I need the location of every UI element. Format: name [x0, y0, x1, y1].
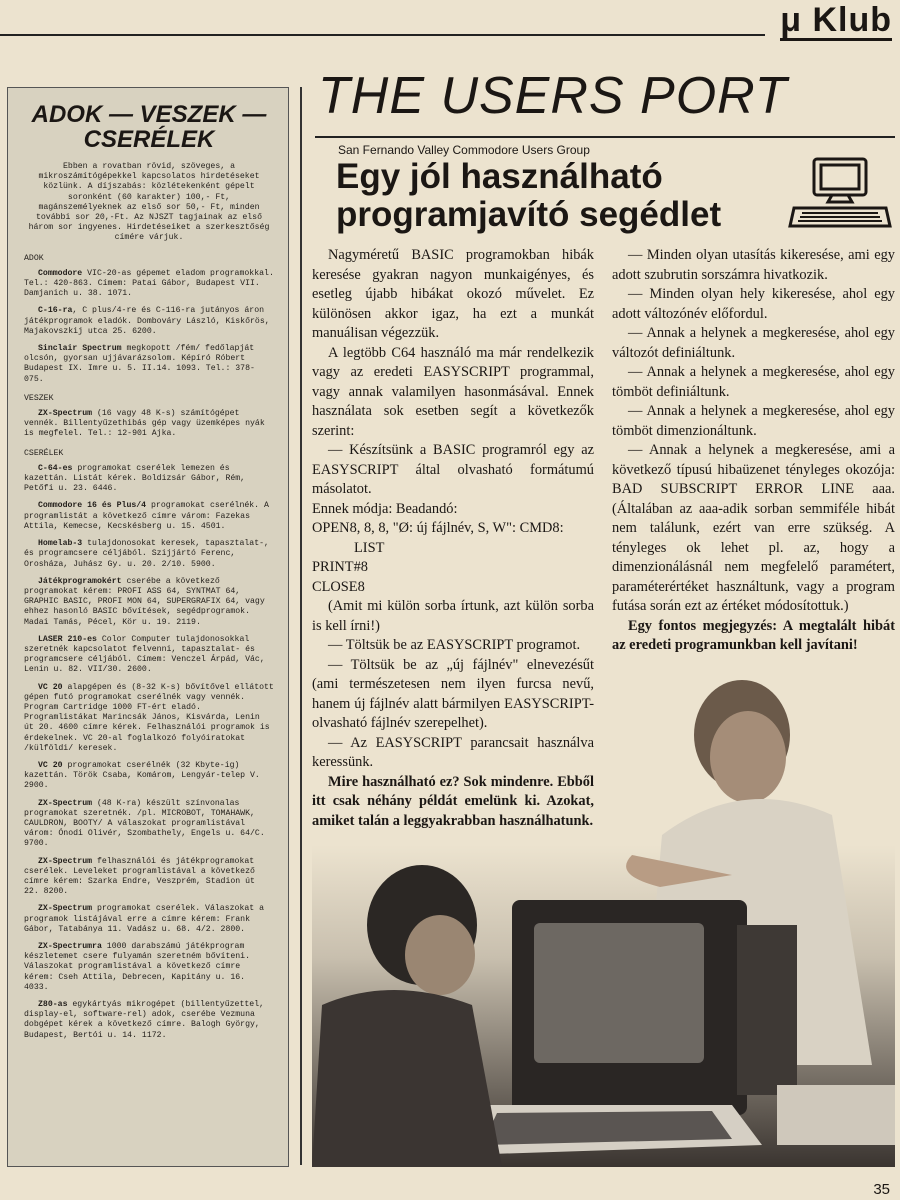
article-paragraph: — Annak a helynek a megkeresése, ami a következő típusú hibaüzenet tényleges okozója: BAD SUBSCRIPT ERROR LINE aaa. (Általában az aaa-adik sorban semmiféle hibát nem találunk, ezért van erre szükség. A tényleges ok lehet pl. az, hogy a dimenzionálásnál nem megfelelő paramétert, paraméterértéket használtunk, vagy a program futása során ezt az értéket módosítottuk.): [612, 442, 895, 614]
classified-ads-box: [7, 87, 289, 1167]
magazine-logo: μ Klub: [780, 1, 892, 39]
classified-ad: [24, 577, 274, 628]
article-paragraph: — Annak a helynek a megkeresése, ahol egy tömböt dimenzionáltunk.: [612, 403, 895, 439]
article-column-2: [612, 246, 895, 656]
ads-section-heading: ADOK: [24, 253, 44, 263]
classified-ad: [24, 464, 274, 495]
article-paragraph: — Töltsük be az „új fájlnév" elnevezésűt (ami természetesen nem ilyen furcsa nevű, hanem új fájlnév alatt bármilyen EASYSCRIPT-olvasható fájlnév szerepelhet).: [312, 656, 594, 731]
ad-text: (16 vagy 48 K-s) számítógépet vennék. Billentyűzethibás gép vagy üzemképes nyák is megfelel. Tel.: 12-901 Ajka.: [24, 409, 265, 439]
article-paragraph: OPEN8, 8, 8, "Ø: új fájlnév, S, W": CMD8: LIST: [312, 520, 564, 556]
article-paragraph: Nagyméretű BASIC programokban hibák keresése gyakran nagyon munkaigényes, és esetleg újabb hibákat okozó művelet. Ez különösen akkor igaz, ha ezt a munkát manuálisan végezzük.: [312, 247, 594, 341]
ad-lead: LASER 210-es: [38, 634, 97, 644]
photo-users-at-computer: [312, 665, 895, 1167]
article-paragraph: Egy fontos megjegyzés: A megtalált hibát az eredeti programunkban kell javítani!: [612, 617, 895, 653]
article-paragraph: (Amit mi külön sorba írtunk, azt külön sorba is kell írni!): [312, 598, 594, 634]
section-title: THE USERS PORT: [318, 67, 788, 125]
ad-lead: C-64-es: [38, 463, 73, 473]
article-paragraph: — Minden olyan hely kikeresése, ahol egy adott változónév előfordul.: [612, 286, 895, 322]
ads-section-heading: VESZEK: [24, 393, 54, 403]
ad-lead: Commodore 16 és Plus/4: [38, 501, 147, 511]
ad-lead: ZX-Spectrum: [38, 856, 93, 866]
article-headline: Egy jól használható programjavító segédlet: [336, 157, 722, 234]
ad-text: alapgépen és (8-32 K-s) bővítővel ellátott gépen futó programokat cserélnék vagy vennék. Program Cartridge 1000 FT-ért eladó. Programlistákat Marincsák János, Kisvárda, Lenin út 20. 4600 címre kérek. Felhasználói programok is érdekelnek. VC 20-al foglalkozó folyóiratokat /külföldi/ keresek.: [24, 682, 274, 753]
classified-ad: [24, 942, 274, 993]
classified-ad: [24, 904, 274, 935]
ad-lead: ZX-Spectrum: [38, 904, 93, 914]
ads-intro: Ebben a rovatban rövid, szöveges, a mikroszámítógépekkel kapcsolatos hirdetéseket közlünk. A díjszabás: közlétekenként gépelt soronként (60 karakter) 100,- Ft, magánszemélyeknek az első sor 50,- Ft, minden további sor 20,-Ft. Az NJSZT tagjainak az első három sor ingyenes. Hirdetéseiket a szerkesztőség címére várjuk.: [28, 162, 270, 243]
ad-lead: VC 20: [38, 760, 63, 770]
article-paragraph: — Annak a helynek a megkeresése, ahol egy változót definiáltunk.: [612, 325, 895, 361]
article-paragraph: CLOSE8: [312, 578, 365, 595]
ad-text: VIC-20-as gépemet eladom programokkal. Tel.: 420-863. Címem: Patai Gábor, Budapest VII. Damjanich u. 38. 1071.: [24, 268, 274, 299]
ad-lead: ZX-Spectrum: [38, 798, 93, 808]
article-paragraph: — Minden olyan utasítás kikeresése, ami egy adott szubrutin sorszámra hivatkozik.: [612, 247, 895, 283]
ad-text: (48 K-ra) készült színvonalas programokat szeretnék. /pl. MICROBOT, TOMAHAWK, CAULDRON, BOOTY/ A válaszokat programlistával várom: Ónodi Olivér, Szombathely, Engels u. 64/C. 9700.: [24, 798, 265, 849]
ad-text: programokat cserélnék. A programlistát a következő címre várom: Fazekas Attila, Kemecse, Kecskésberg u. 15. 4501.: [24, 501, 269, 531]
article-paragraph: — Készítsünk a BASIC programról egy az EASYSCRIPT által olvasható formátumú másolatot.: [312, 442, 594, 497]
article-paragraph: Ennek módja: Beadandó:: [312, 500, 458, 517]
ad-lead: Sinclair Spectrum: [38, 344, 122, 354]
ad-text: megkopott /fém/ fedőlapját olcsón, gyorsan ujjávarázsolom. Képíró Róbert Budapest IX. Imre u. 5. II.14. 1093. Tel.: 378-075.: [24, 344, 255, 384]
header-rule: [0, 34, 765, 36]
classified-ad: [24, 344, 274, 385]
ad-text: programokat cserélek. Válaszokat a programok listájával erre a címre kérem: Frank Gábor, Tatabánya 11. Vadász u. 68. 4/2. 2800.: [24, 904, 265, 934]
page-number: 35: [873, 1181, 890, 1198]
ads-sections: [24, 254, 274, 1041]
ad-text: 1000 darabszámú játékprogram készletemet csere fulyamán szeretném bővíteni. Válaszokat programlistával a következő címre kérem: Cseh Attila, Debrecen, Kapitány u. 16. 4033.: [24, 942, 251, 992]
ad-lead: C-16-ra: [38, 306, 73, 316]
ad-lead: ZX-Spectrum: [38, 409, 93, 419]
classified-ad: [24, 857, 274, 898]
ads-section-heading: CSERÉLEK: [24, 448, 64, 458]
article-paragraph: Mire használható ez? Sok mindenre. Ebből itt csak néhány példát emelünk ki. Azokat, amiket talán a leggyakrabban használhatunk.: [312, 773, 594, 829]
ads-title: ADOK — VESZEK — CSERÉLEK: [31, 101, 267, 153]
column-divider: [300, 87, 302, 1165]
classified-ad: [24, 683, 274, 754]
ad-text: , C plus/4-re és C-116-ra jutányos áron játékprogramok eladók. Dombováry László, Kiskőrös, Majakovszkij utca 25. 6200.: [24, 306, 270, 336]
ad-lead: VC 20: [38, 682, 63, 692]
ad-lead: Commodore: [38, 268, 83, 278]
classified-ad: [24, 635, 274, 676]
classified-ad: [24, 409, 274, 440]
ad-lead: ZX-Spectrumra: [38, 942, 102, 951]
ad-text: Color Computer tulajdonosokkal szeretnék kapcsolatot felvenni, tapasztalat- és programcsere céljából. Címem: Venczel Árpád, Vác, Lenin u. 82. VII/30. 2600.: [24, 634, 265, 675]
article-paragraph: — Töltsük be az EASYSCRIPT programot.: [328, 637, 581, 653]
computer-icon: [788, 156, 892, 234]
ad-lead: Z80-as: [38, 1000, 68, 1010]
classified-ad: [24, 539, 274, 570]
ad-text: tulajdonosokat keresek, tapasztalat-, és programcsere céljából. Szijjártó Ferenc, Orosháza, Juhász Gy. u. 20. 2/10. 5900.: [24, 539, 269, 569]
group-byline: San Fernando Valley Commodore Users Group: [338, 143, 590, 157]
ad-text: cserébe a következő programokat kérem: PROFI ASS 64, SYNTMAT 64, GRAPHIC BASIC, PROFI MON 64, SUPERGRAFIX 64, vagy ehhez hasonló BASIC bővítések, segédprogramok. Madai Tamás, Pécel, Kör u. 19. 2119.: [24, 576, 265, 627]
classified-ad: [24, 1000, 274, 1041]
classified-ad: [24, 306, 274, 337]
classified-ad: [24, 501, 274, 532]
classified-ad: [24, 269, 274, 300]
classified-ad: [24, 799, 274, 850]
section-title-rule: [315, 136, 895, 138]
ad-text: egykártyás mikrogépet (billentyűzettel, display-el, software-rel) adok, cserébe Vezmuna dobgépet kérek a következő címre. Balogh György, Budapest, Bertói u. 14. 1172.: [24, 1000, 265, 1040]
ad-text: programokat cserélek lemezen és kazettán. Listát kérek. Boldizsár Gábor, Rém, Petőfi u. 23. 6446.: [24, 463, 246, 494]
article-paragraph: A legtöbb C64 használó ma már rendelkezik vagy az eredeti EASYSCRIPT programmal, vagy annak valamilyen hasonmásával. Ennek használata sok esetben segít a következők szerint:: [312, 344, 594, 439]
ad-text: felhasználói és játékprogramokat cserélek. Leveleket programlistával a következő címre kérem: Szarka Endre, Veszprém, Stadion út 22. 8200.: [24, 856, 255, 897]
article-paragraph: — Az EASYSCRIPT parancsait használva keressünk.: [312, 734, 594, 770]
article-paragraph: PRINT#8: [312, 559, 368, 575]
ad-text: programokat cserélnék (32 Kbyte-ig) kazettán. Török Csaba, Komárom, Lengyár-telep V. 2900.: [24, 760, 260, 791]
article-paragraph: — Annak a helynek a megkeresése, ahol egy tömböt definiáltunk.: [612, 364, 895, 400]
ad-lead: Játékprogramokért: [38, 576, 122, 586]
ad-lead: Homelab-3: [38, 539, 83, 549]
classified-ad: [24, 761, 274, 792]
